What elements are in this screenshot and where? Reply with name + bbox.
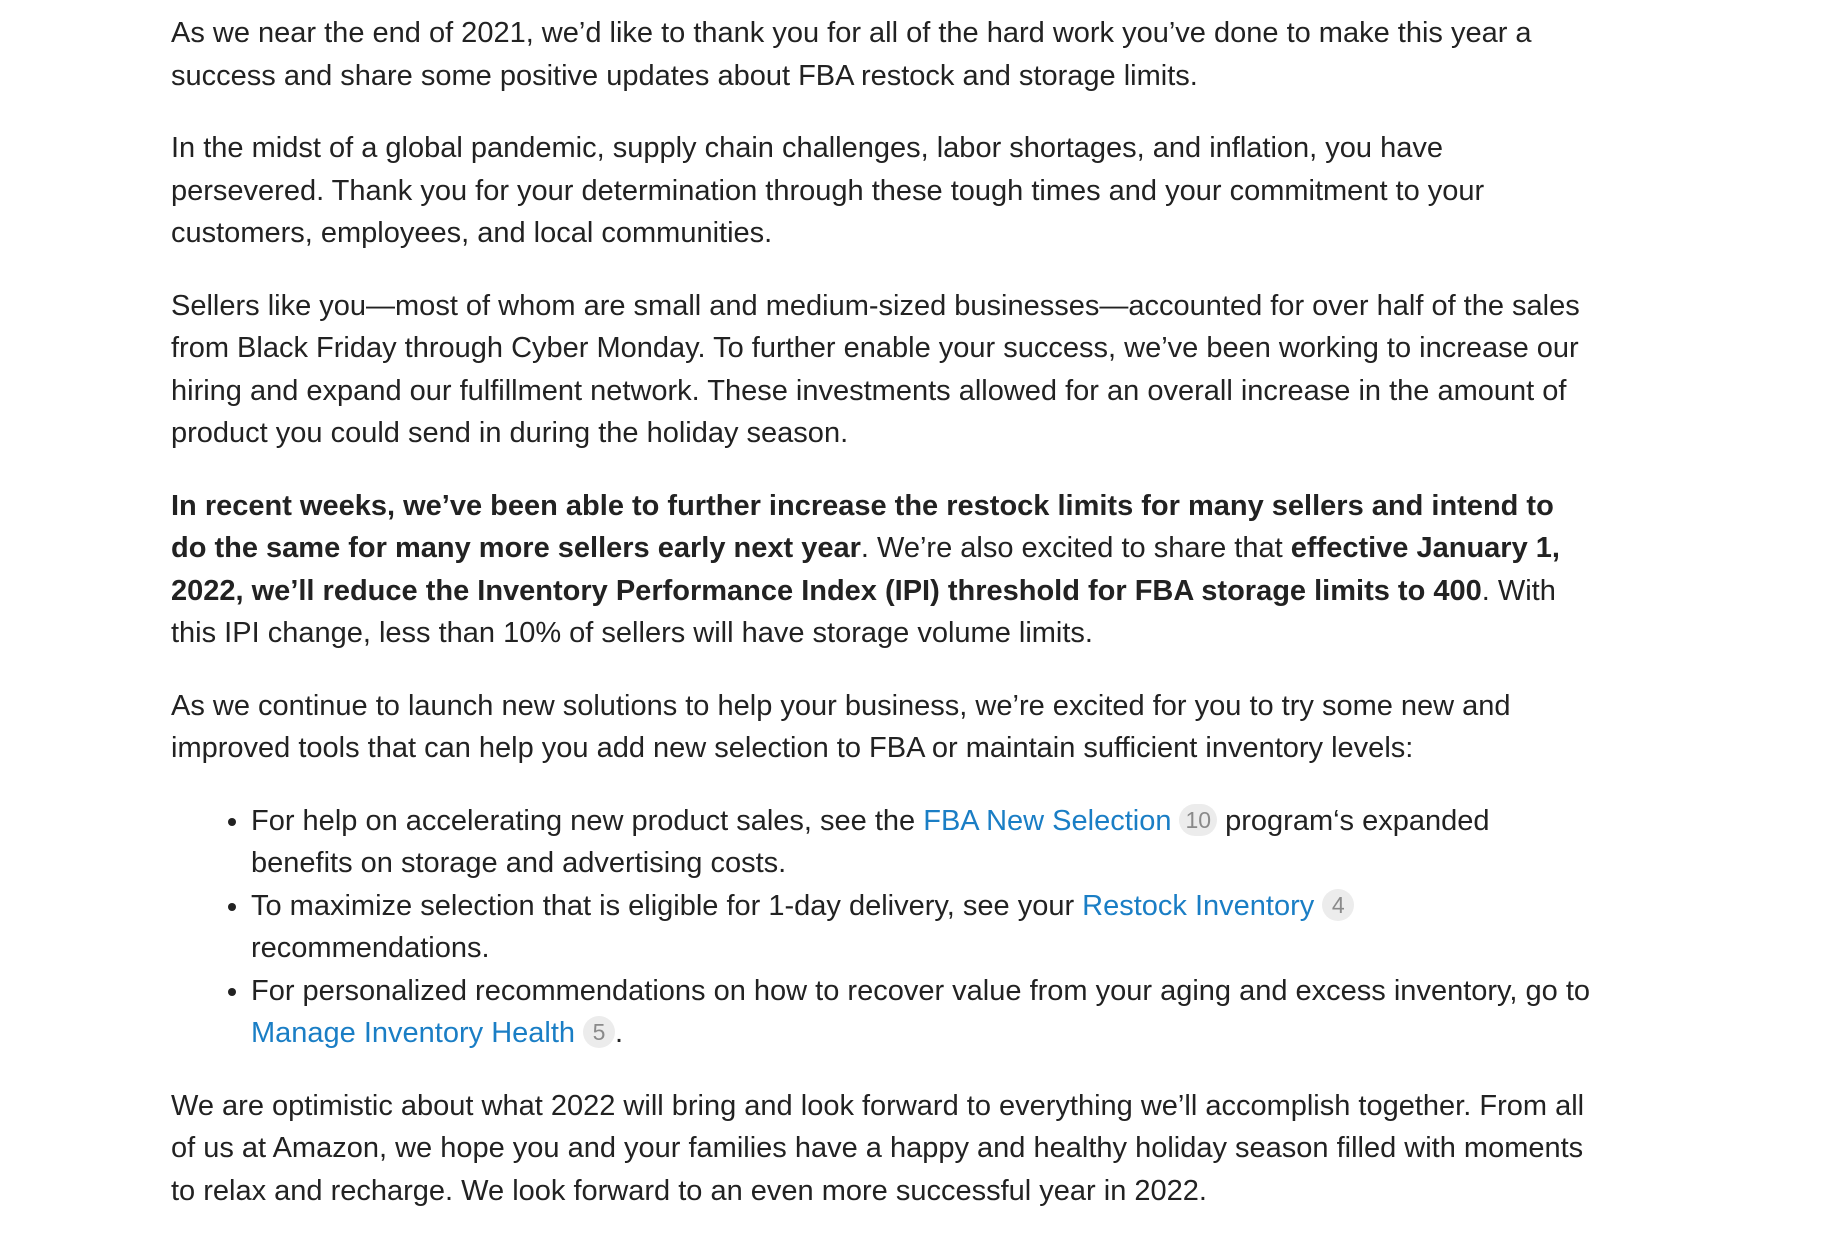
list-item-text-after: .	[615, 1017, 624, 1049]
list-item-text-after: recommendations.	[251, 932, 490, 964]
paragraph-closing: We are optimistic about what 2022 will bring and look forward to everything we’ll accomplish together. From all of us at Amazon, we hope you and your families have a happy and healthy holiday season filled with moments to relax and recharge. We look forward to an even more successful year in 2022.	[171, 1089, 1585, 1207]
list-item-text-before: For personalized recommendations on how to recover value from your aging and excess inventory, go to	[251, 974, 1590, 1007]
list-item-text-before: To maximize selection that is eligible for 1-day delivery, see your	[251, 889, 1083, 922]
ipi-threshold-highlight: effective January 1, 2022, we’ll reduce the Inventory Performance Index (IPI) threshold for FBA storage limits to 400	[171, 532, 1560, 607]
paragraph-intro: As we near the end of 2021, we’d like to thank you for all of the hard work you’ve done to make this year a success and share some positive updates about FBA restock and storage limits.	[171, 17, 1532, 92]
manage-inventory-health-link[interactable]: Manage Inventory Health	[251, 1017, 576, 1049]
restock-limits-highlight: In recent weeks, we’ve been able to further increase the restock limits for many sellers and intend to do the same for many more sellers early next year	[171, 489, 1554, 564]
list-item-text-before: For help on accelerating new product sales, see the	[251, 804, 924, 837]
paragraph-restock-limits	[171, 485, 1591, 655]
article-body	[171, 12, 1591, 1242]
link-count-badge: 5	[583, 1016, 615, 1048]
paragraph-new-tools: As we continue to launch new solutions to help your business, we’re excited for you to try some new and improved tools that can help you add new selection to FBA or maintain sufficient inventory levels:	[171, 689, 1511, 764]
tools-list	[171, 800, 1591, 1055]
restock-inventory-link[interactable]: Restock Inventory	[1082, 889, 1315, 922]
ipi-change-text: . With this IPI change, less than 10% of sellers will have storage volume limits.	[171, 574, 1556, 649]
restock-limits-text: . We’re also excited to share that	[860, 532, 1291, 564]
paragraph-sellers: Sellers like you—most of whom are small and medium-sized businesses—accounted for over half of the sales from Black Friday through Cyber Monday. To further enable your success, we’ve been working to increase our hiring and expand our fulfillment network. These investments allowed for an overall increase in the amount of product you could send in during the holiday season.	[171, 289, 1580, 449]
list-item	[251, 885, 1591, 970]
link-count-badge: 4	[1322, 889, 1354, 921]
list-item	[251, 800, 1591, 885]
paragraph-pandemic: In the midst of a global pandemic, supply chain challenges, labor shortages, and inflation, you have persevered. Thank you for your determination through these tough times and your commitment to your customers, employees, and local communities.	[171, 132, 1485, 249]
list-item-text-after: program‘s expanded benefits on storage and advertising costs.	[251, 804, 1490, 879]
link-count-badge: 10	[1179, 804, 1217, 836]
list-item	[251, 970, 1591, 1055]
fba-new-selection-link[interactable]: FBA New Selection	[923, 804, 1172, 837]
